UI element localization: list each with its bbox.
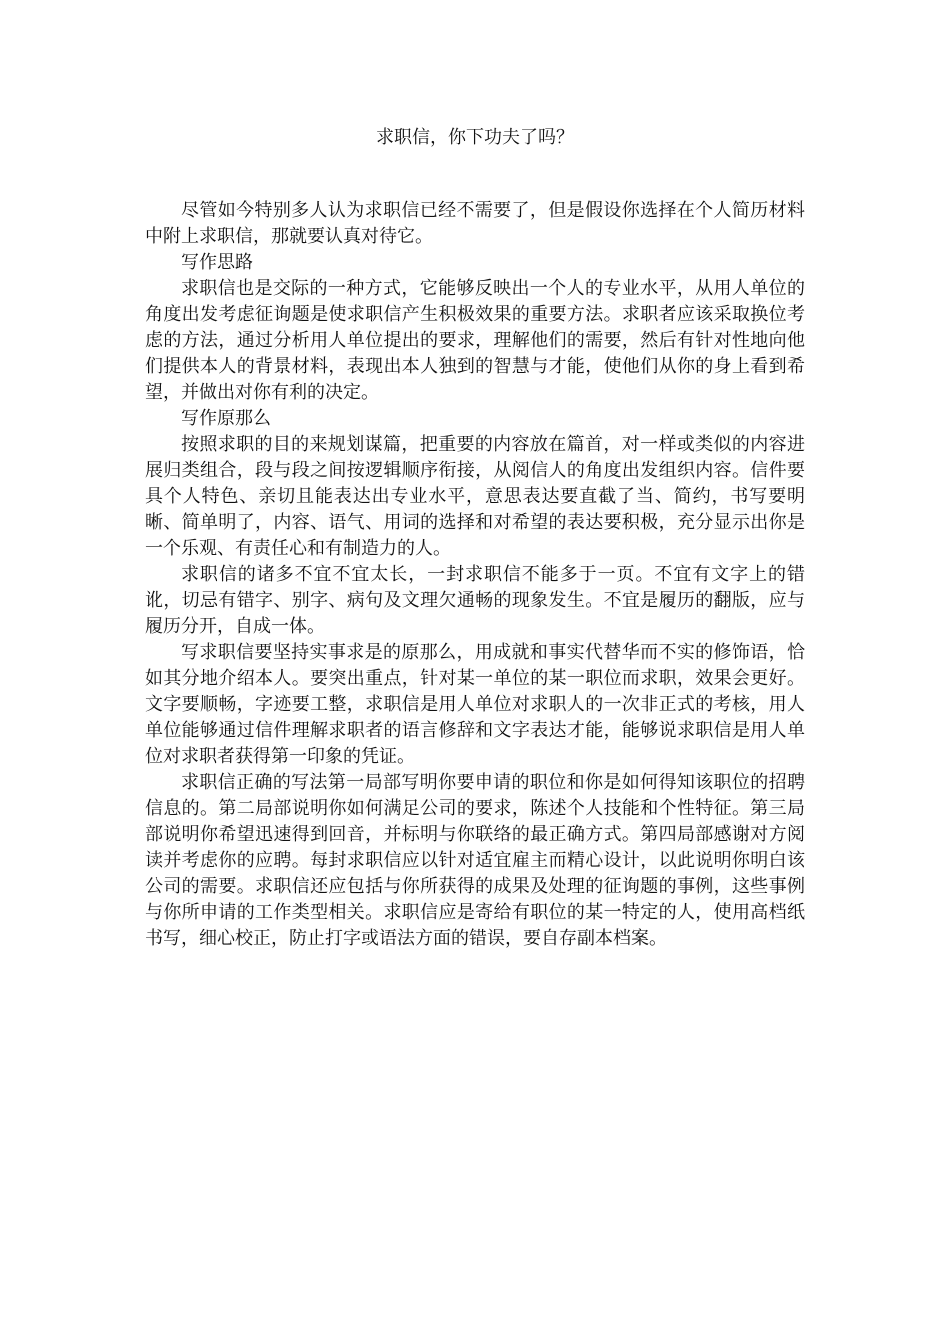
intro-paragraph: 尽管如今特别多人认为求职信已经不需要了，但是假设你选择在个人简历材料中附上求职信，那就要认真对待它。 (145, 200, 805, 247)
principles-paragraph-3: 写求职信要坚持实事求是的原那么，用成就和事实代替华而不实的修饰语，恰如其分地介绍本人。要突出重点，针对某一单位的某一职位而求职，效果会更好。文字要顺畅，字迹要工整，求职信是用人单位对求职人的一次非正式的考核，用人单位能够通过信件理解求职者的语言修辞和文字表达才能，能够说求职信是用人单位对求职者获得第一印象的凭证。 (145, 642, 805, 767)
principles-paragraph-1: 按照求职的目的来规划谋篇，把重要的内容放在篇首，对一样或类似的内容进展归类组合，段与段之间按逻辑顺序衔接，从阅信人的角度出发组织内容。信件要具个人特色、亲切且能表达出专业水平，意思表达要直截了当、简约，书写要明晰、简单明了，内容、语气、用词的选择和对希望的表达要积极，充分显示出你是一个乐观、有责任心和有制造力的人。 (145, 434, 805, 559)
document-title: 求职信，你下功夫了吗？ (376, 127, 574, 148)
section-heading-writing-approach: 写作思路 (181, 252, 253, 273)
document-body (145, 198, 805, 952)
correct-format-paragraph: 求职信正确的写法第一局部写明你要申请的职位和你是如何得知该职位的招聘信息的。第二局部说明你如何满足公司的要求，陈述个人技能和个性特征。第三局部说明你希望迅速得到回音，并标明与你联络的最正确方式。第四局部感谢对方阅读并考虑你的应聘。每封求职信应以针对适宜雇主而精心设计，以此说明你明白该公司的需要。求职信还应包括与你所获得的成果及处理的征询题的事例，这些事例与你所申请的工作类型相关。求职信应是寄给有职位的某一特定的人，使用高档纸书写，细心校正，防止打字或语法方面的错误，要自存副本档案。 (145, 772, 805, 949)
section-heading-writing-principles: 写作原那么 (181, 408, 271, 429)
principles-paragraph-2: 求职信的诸多不宜不宜太长，一封求职信不能多于一页。不宜有文字上的错讹，切忌有错字、别字、病句及文理欠通畅的现象发生。不宜是履历的翻版，应与履历分开，自成一体。 (145, 564, 805, 637)
writing-approach-paragraph: 求职信也是交际的一种方式，它能够反映出一个人的专业水平，从用人单位的角度出发考虑征询题是使求职信产生积极效果的重要方法。求职者应该采取换位考虑的方法，通过分析用人单位提出的要求，理解他们的需要，然后有针对性地向他们提供本人的背景材料，表现出本人独到的智慧与才能，使他们从你的身上看到希望，并做出对你有利的决定。 (145, 278, 805, 403)
